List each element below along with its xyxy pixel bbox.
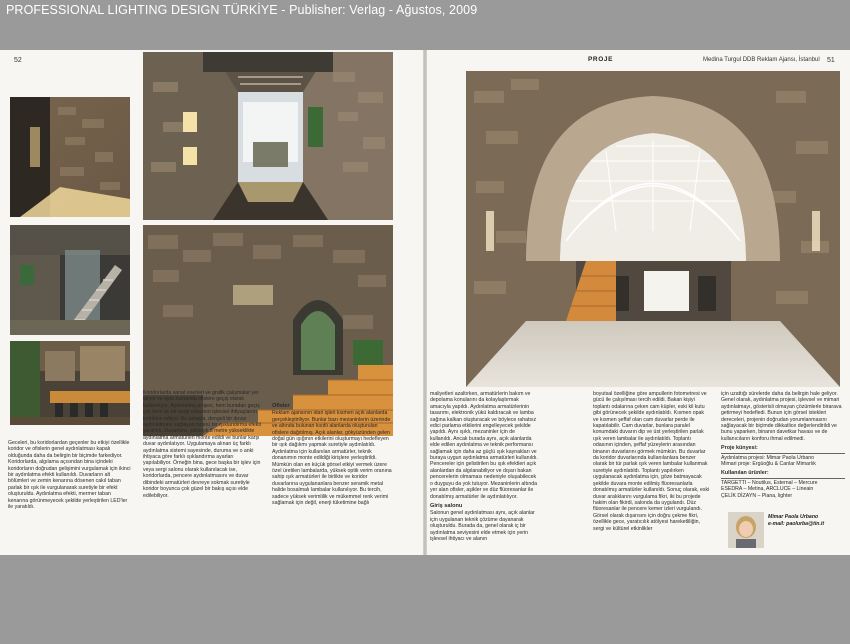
right-text-col-3-body: için uzattığı sürelerde daha da belirgin hale geliyor. Genel olarak, aydınlatma projesi, işlevsel ve mimari aydınlatmayı, gösterisli olmayan çözümlerle birarava getirmeyi hedefledi. Bunun için görsel istekleri dereceleri, projenin doğrudan yorumlanmasını sağlayacak bir biçimde dikkatlice değerlendirildi ve bunu yaparken, binanın davetkar havası ve de kullanıcıların konforu ihmal edilmedi. bbox=[721, 391, 842, 442]
left-page bbox=[0, 50, 423, 555]
right-page bbox=[427, 50, 850, 555]
right-page-number: 51 bbox=[827, 57, 835, 64]
right-text-col-1b-body: Salonun genel aydınlatması aynı, açık alanlar için uygulanan teknik çözüme dayanarak oluşturuldu. Burada da, genel olarak iç bir aydınlatma seviyesini elde etmek için yerin işlevsel ihtiyacı ve alanın bbox=[430, 510, 535, 542]
author-portrait bbox=[728, 512, 764, 548]
magazine-spread bbox=[0, 50, 850, 555]
credits-line-1: Aydınlatma projesi: Mimar Paola Urbano bbox=[721, 454, 815, 461]
left-text-col-3-body: Reklam ajansının idari işleri kısmen açık alanlarda gerçekleştiriliyor. Bunlar bazı mezaninlerin üzerinde ve altında bulunan kısıtlı alanlarda oluşturulan ofislere dağıtılmış. Açık alanlar, gökyüzünden gelen doğal gün ışığının etkilerini oluşturmayı hedefleyen bir ışık dağılımı yapmak suretiyle aydınlatıldı. Aydınlatma için kullanılan armatürler, teknik donanımın monte edildiği kirişlere yerleştirildi. Mümkün olan en küçük görsel etkiyi vermek üzere özel üretilen lambalarda, yüksek optik verim oranına sahip ışık armatürleri ile birlikte ve koridor duvarlarına uygulananlara benzer seramik metal halide bosalmalı lambalar kullanılıyor. Bu tercih, sadece yüksek verimlilik ve mükemmel renk verimi sağlamak için değil, enerji tüketimine bağlı bbox=[272, 410, 392, 507]
right-text-col-3 bbox=[721, 391, 845, 515]
right-text-col-1-body: maliyetleri azaltırken, armatürlerin bakım ve depolama konularını da kolaylaştırmak amacıyla yapıldı. Aydınlatma armatürlerinin tasarımı, elektronik yükü kaldıracak ve lamba sağına kalkan oluşturacak ve böylece rahatsız edici parlama etkilerini engelleyecek şekilde yapıldı. Aynı ışıklı, mezaninler için de kullanıldı. Ancak burada aynı, açık alanlarda elde edilen aydınlatma ve teknik performansı sağlamak için daha az güçlü ışık kaynakları ve buraya uygun aydınlatma armatürleri kullanıldı. Pencereler için gelistirilen bu ışık efektleri açık alanlardan da algılanabiliyor ve dışarı bakan pencerelerin olmaması nedeniyle oluşabilecek o duyguyu da yok tutuyor. Mezaninlerin altında yer alan ofisler, aşikler ve düz flüoresanlar ile donatılmış armatürler ile aydınlatılıyor. bbox=[430, 391, 538, 500]
credits-line-2: Mimari proje: Ergüoğlu & Canlar Mimarlık bbox=[721, 461, 816, 468]
section-title-giris-salonu: Giriş salonu bbox=[430, 502, 463, 509]
left-text-col-1: Geceleri, bu koridorlardan geçenler bu etkiyi özellikle koridor ve ofislerin genel aydınlatması kapalı olduğunda daha da belirgin bir biçimde farkediyor. Koridorlarda, algılama açısından bina içindeki koridorların doğrudan gelişimini vurgulamak için ikinci bir aydınlatma efekti kullanıldı. Duvarların alt bölümleri ve zemin kenarına dösenen cakıl taban parlak bir ışık ile vurgulanarak suretiyle bir efekt oluşturuldu. Aydınlatma efekti, mermer taban kenarına görünmeyecek şekilde yerleştirilen LED'ler ile yaratıldı. bbox=[8, 440, 131, 511]
photo-main-hall-vault bbox=[466, 71, 840, 387]
author-credit bbox=[768, 514, 824, 527]
left-text-col-3 bbox=[272, 403, 392, 553]
left-page-number: 52 bbox=[14, 57, 22, 64]
photo-corridor-wall bbox=[10, 97, 130, 217]
products-line-1: TARGETTI – Noutilus, Esternal – Mercure bbox=[721, 479, 818, 486]
products-line-2: ESEDRA – Metina, ARCLUCE – Lineain bbox=[721, 486, 814, 493]
products-line-3: ÇELİK DİZAYN – Plana, lighter bbox=[721, 492, 793, 499]
section-title-ofisler: Ofisler bbox=[272, 403, 290, 409]
right-text-col-2: boyutsal özelliğine göre ampullerin fotometresi ve gücü ile çalışılması tercih edildi. Bakan kişiyi toplantı odalarına çeken cam küpler, eski kil kutu gibi görünecek şekilde aydınlatıldı. Kısmen opak ve kısmen şeffaf olan cam duvarlar perde ile kapatılabilir. Cam duvarlar, bunlara paralel konumdaki duvarın dip ve üst yerleştirilen parlak ışık veren lambalar ile aydınlatıldı. Toplantı odasının içinden, şeffaf yüzeylerin arasından binanın duvarlarını görmek mümkün. Bu duvarlar da koridor duvarlarında kullanılanlara benzer olarak bir tür parlak ışık veren lambalar kullanmak suretiyle aydınlatıldı. Toplantı yapılırken uygulanacak aydınlatma için, göze batmayacak şekilde duvara monte edilmiş flüoresanlarla donatılmış armatürler kullanıldı. Sonuç olarak, eski duvar aralıklarını vurgulama fikri, iki bu projede hakim olan fikirdi, salonda da uygulandı. Düz flüoresanlar ile pencere kemer izleri vurgulandı. Görsel olarak dışarısını için doğru çekme fikri, özellikle gece, yaratıcılık atölyesi hareketliliğin, sergi ve kültürel etkinlikler bbox=[593, 391, 710, 532]
author-name: Mimar Paola Urbano bbox=[768, 514, 819, 520]
author-email: e-mail: paolurba@tin.it bbox=[768, 520, 825, 527]
photo-atrium-corridor bbox=[143, 52, 393, 220]
left-text-col-2: Koridorlarda sanat eserleri ve grafik çalışmalar yer alıyor ve aynı zamanda ofislere geçiş olarak kullanılıyor. Aydınlatma projesi, hem buradan geçiş için hem de bir sergi odasının işlevsel ihtiyaçlarını kombine ediyor. Bu amaçla, dengeli bir duvar aydınlatması sağlayan özünü bir ışıklandırma efekti yaratıldı. Duvarlara, yaklaşık 8 metre yükseklikte aydınlatma armatürleri monte edildi ve bunlar karşı duvar aydınlatıyor. Uygulamaya alınan üç farklı aydınlatma sistemi sayesinde, duruma ve o anki ihtiyaca göre farklı ışıklandırma ayarları yapılabiliyor. Örneğin bina, gece başka bir işlev için veya sergi salonu olarak kullanılacak ise, koridorlarda, pencere aydınlatmasını ve duvar dibindeki armatürleri devreye sokmak suretiyle koridor boyunca çok güzel bir bakış açısı elde edilebiliyor. bbox=[143, 390, 261, 499]
photo-staircase bbox=[10, 225, 130, 335]
image-caption: PROFESSIONAL LIGHTING DESIGN TÜRKİYE - Publisher: Verlag - Ağustos, 2009 bbox=[6, 3, 478, 17]
right-text-col-1 bbox=[430, 391, 538, 553]
running-header: Medina Turgul DDB Reklam Ajansı, İstanbul bbox=[703, 57, 820, 63]
photo-meeting-room bbox=[10, 341, 130, 425]
section-tag-proje: PROJE bbox=[588, 56, 614, 63]
products-title: Kullanılan ürünler: bbox=[721, 470, 845, 478]
credits-title: Proje künyesi: bbox=[721, 445, 845, 453]
